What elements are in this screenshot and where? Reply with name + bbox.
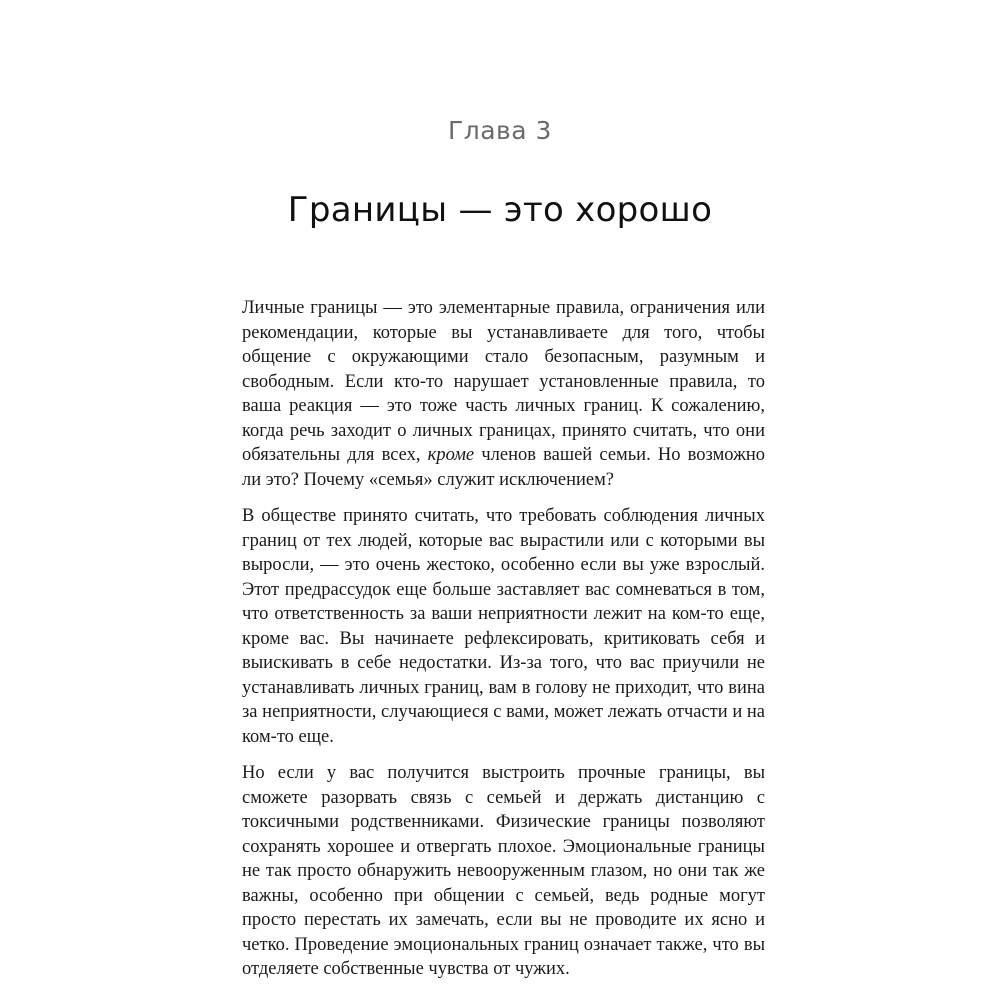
- paragraph-1-text-start: Личные границы — это элементарные правила, ограничения или рекомендации, которые вы устанавливаете для того, чтобы общение с окружающими стало безопасным, разумным и свободным. Если кто-то нарушает установленные правила, то ваша реакция — это тоже часть личных границ. К сожалению, когда речь заходит о личных границах, принято считать, что они обязательны для всех,: [242, 298, 765, 465]
- chapter-number: Глава 3: [448, 116, 552, 145]
- paragraph-1-emphasis: кроме: [427, 445, 475, 465]
- paragraph-2: В обществе принято считать, что требовать соблюдения личных границ от тех людей, которые вас вырастили или с которыми вы выросли, — это очень жестоко, особенно если вы уже взрослый. Этот предрассудок еще больше заставляет вас сомневаться в том, что ответственность за ваши неприятности лежит на ком-то еще, кроме вас. Вы начинаете рефлексировать, критиковать себя и выискивать в себе недостатки. Из-за того, что вас приучили не устанавливать личных границ, вам в голову не приходит, что вина за неприятности, случающиеся с вами, может лежать отчасти и на ком-то еще.: [242, 506, 765, 747]
- chapter-body: [242, 296, 765, 994]
- chapter-title: Границы — это хорошо: [287, 190, 713, 230]
- paragraph-1-text-end: членов вашей семьи. Но возможно ли это? Почему «семья» служит исключением?: [242, 445, 766, 490]
- paragraph-3: Но если у вас получится выстроить прочные границы, вы сможете разорвать связь с семьей и держать дистанцию с токсичными родственниками. Физические границы позволяют сохранять хорошее и отвергать плохое. Эмоциональные границы не так просто обнаружить невооруженным глазом, но они так же важны, особенно при общении с семьей, ведь родные могут просто перестать их замечать, если вы не проводите их ясно и четко. Проведение эмоциональных границ означает также, что вы отделяете собственные чувства от чужих.: [242, 763, 765, 979]
- paragraph-1: [242, 296, 765, 492]
